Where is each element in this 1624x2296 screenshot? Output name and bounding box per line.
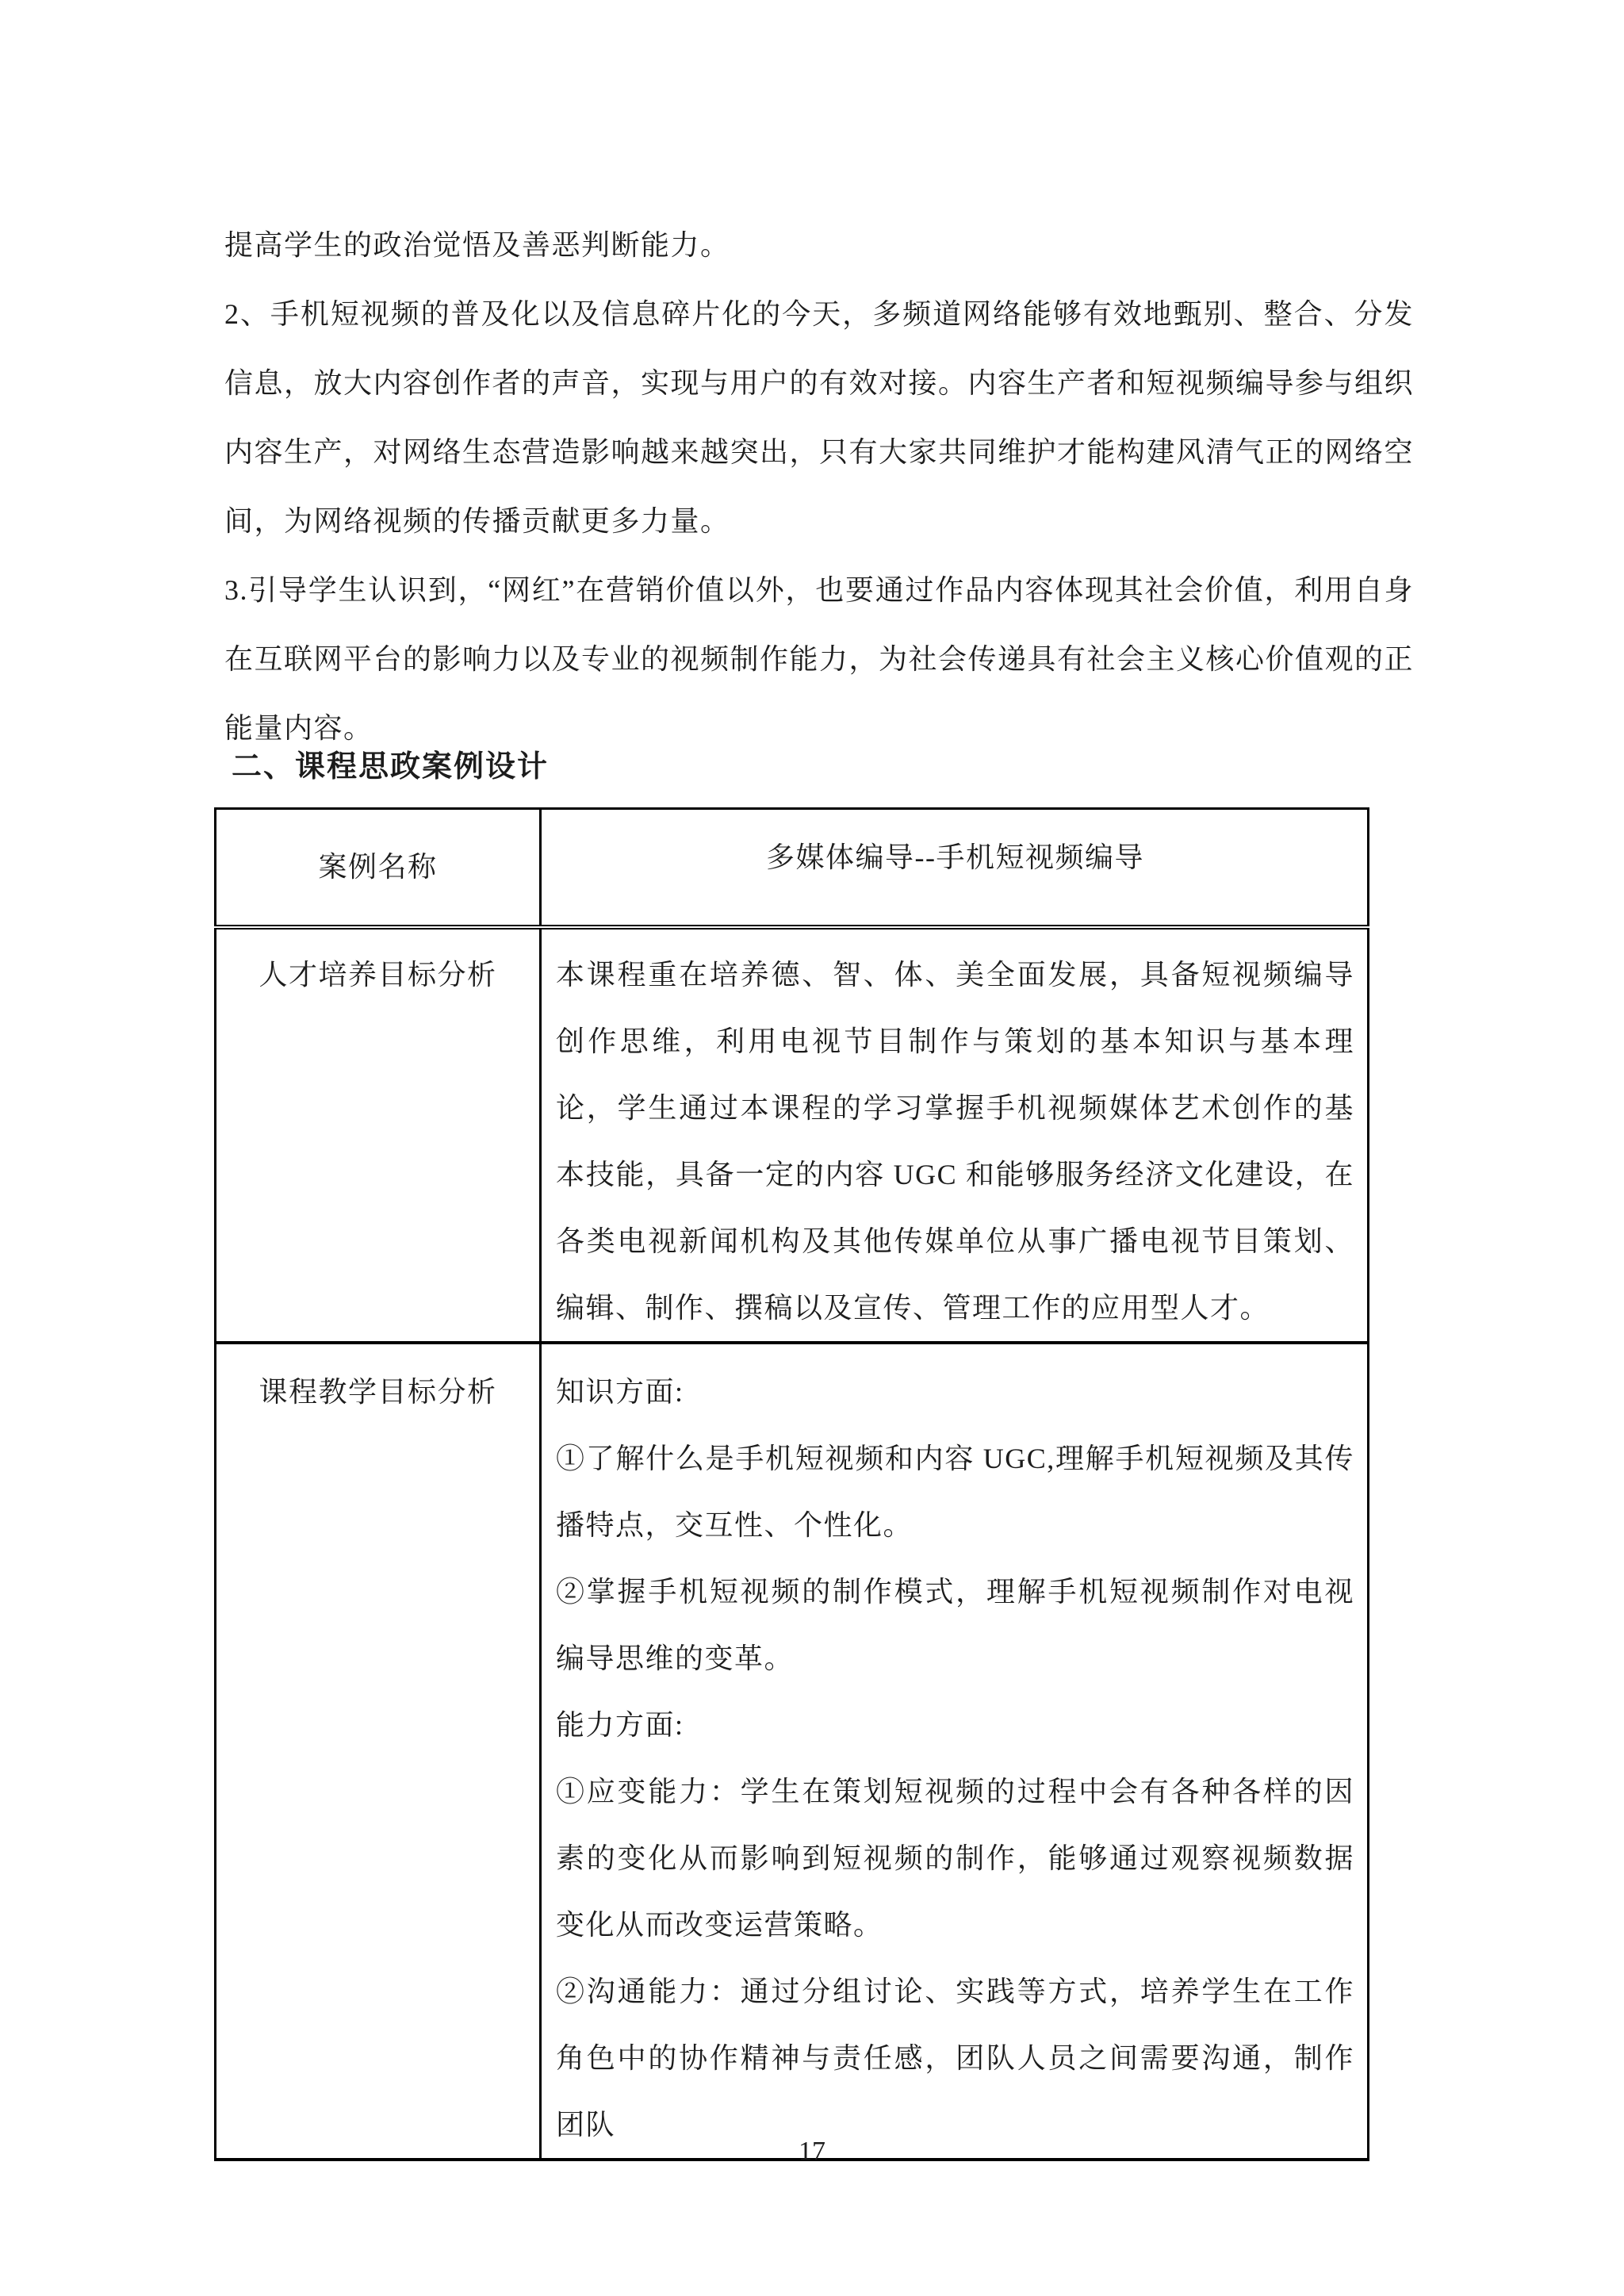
knowledge-point-2: ②掌握手机短视频的制作模式，理解手机短视频制作对电视编导思维的变革。 [556, 1575, 1354, 1674]
paragraph-continuation: 提高学生的政治觉悟及善恶判断能力。 [224, 229, 730, 261]
talent-goal-value [541, 927, 1369, 1343]
case-name-value: 多媒体编导--手机短视频编导 [766, 841, 1144, 873]
table-row-teaching-goal [216, 1343, 1369, 2160]
body-text [224, 211, 1414, 763]
ability-aspect-heading: 能力方面: [556, 1708, 684, 1741]
page-number: 17 [799, 2137, 825, 2166]
case-name-label: 案例名称 [216, 809, 541, 927]
knowledge-point-1: ①了解什么是手机短视频和内容 UGC,理解手机短视频及其传播特点，交互性、个性化。 [556, 1442, 1354, 1541]
table-row-case-name [216, 809, 1369, 927]
teaching-goal-value [541, 1343, 1369, 2160]
knowledge-aspect-heading: 知识方面: [556, 1375, 684, 1408]
case-design-table [214, 807, 1369, 2161]
talent-goal-label: 人才培养目标分析 [216, 927, 541, 1343]
table-row-talent-goal [216, 927, 1369, 1343]
paragraph-2: 2、手机短视频的普及化以及信息碎片化的今天，多频道网络能够有效地甄别、整合、分发信息，放大内容创作者的声音，实现与用户的有效对接。内容生产者和短视频编导参与组织内容生产，对网络生态营造影响越来越突出，只有大家共同维护才能构建风清气正的网络空间，为网络视频的传播贡献更多力量。 [224, 298, 1415, 537]
section-heading: 二、课程思政案例设计 [232, 750, 550, 784]
paragraph-3: 3.引导学生认识到，“网红”在营销价值以外，也要通过作品内容体现其社会价值，利用自身在互联网平台的影响力以及专业的视频制作能力，为社会传递具有社会主义核心价值观的正能量内容。 [224, 574, 1415, 744]
teaching-goal-label: 课程教学目标分析 [216, 1343, 541, 2160]
talent-goal-paragraph: 本课程重在培养德、智、体、美全面发展，具备短视频编导创作思维，利用电视节目制作与策划的基本知识与基本理论，学生通过本课程的学习掌握手机视频媒体艺术创作的基本技能，具备一定的内容 UGC 和能够服务经济文化建设，在各类电视新闻机构及其他传媒单位从事广播电视节目策划、编辑、制作、撰稿以及宣传、管理工作的应用型人才。 [556, 958, 1354, 1324]
ability-point-1: ①应变能力：学生在策划短视频的过程中会有各种各样的因素的变化从而影响到短视频的制作，能够通过观察视频数据变化从而改变运营策略。 [556, 1775, 1354, 1941]
ability-point-2: ②沟通能力：通过分组讨论、实践等方式，培养学生在工作角色中的协作精神与责任感，团队人员之间需要沟通，制作团队 [556, 1975, 1354, 2141]
